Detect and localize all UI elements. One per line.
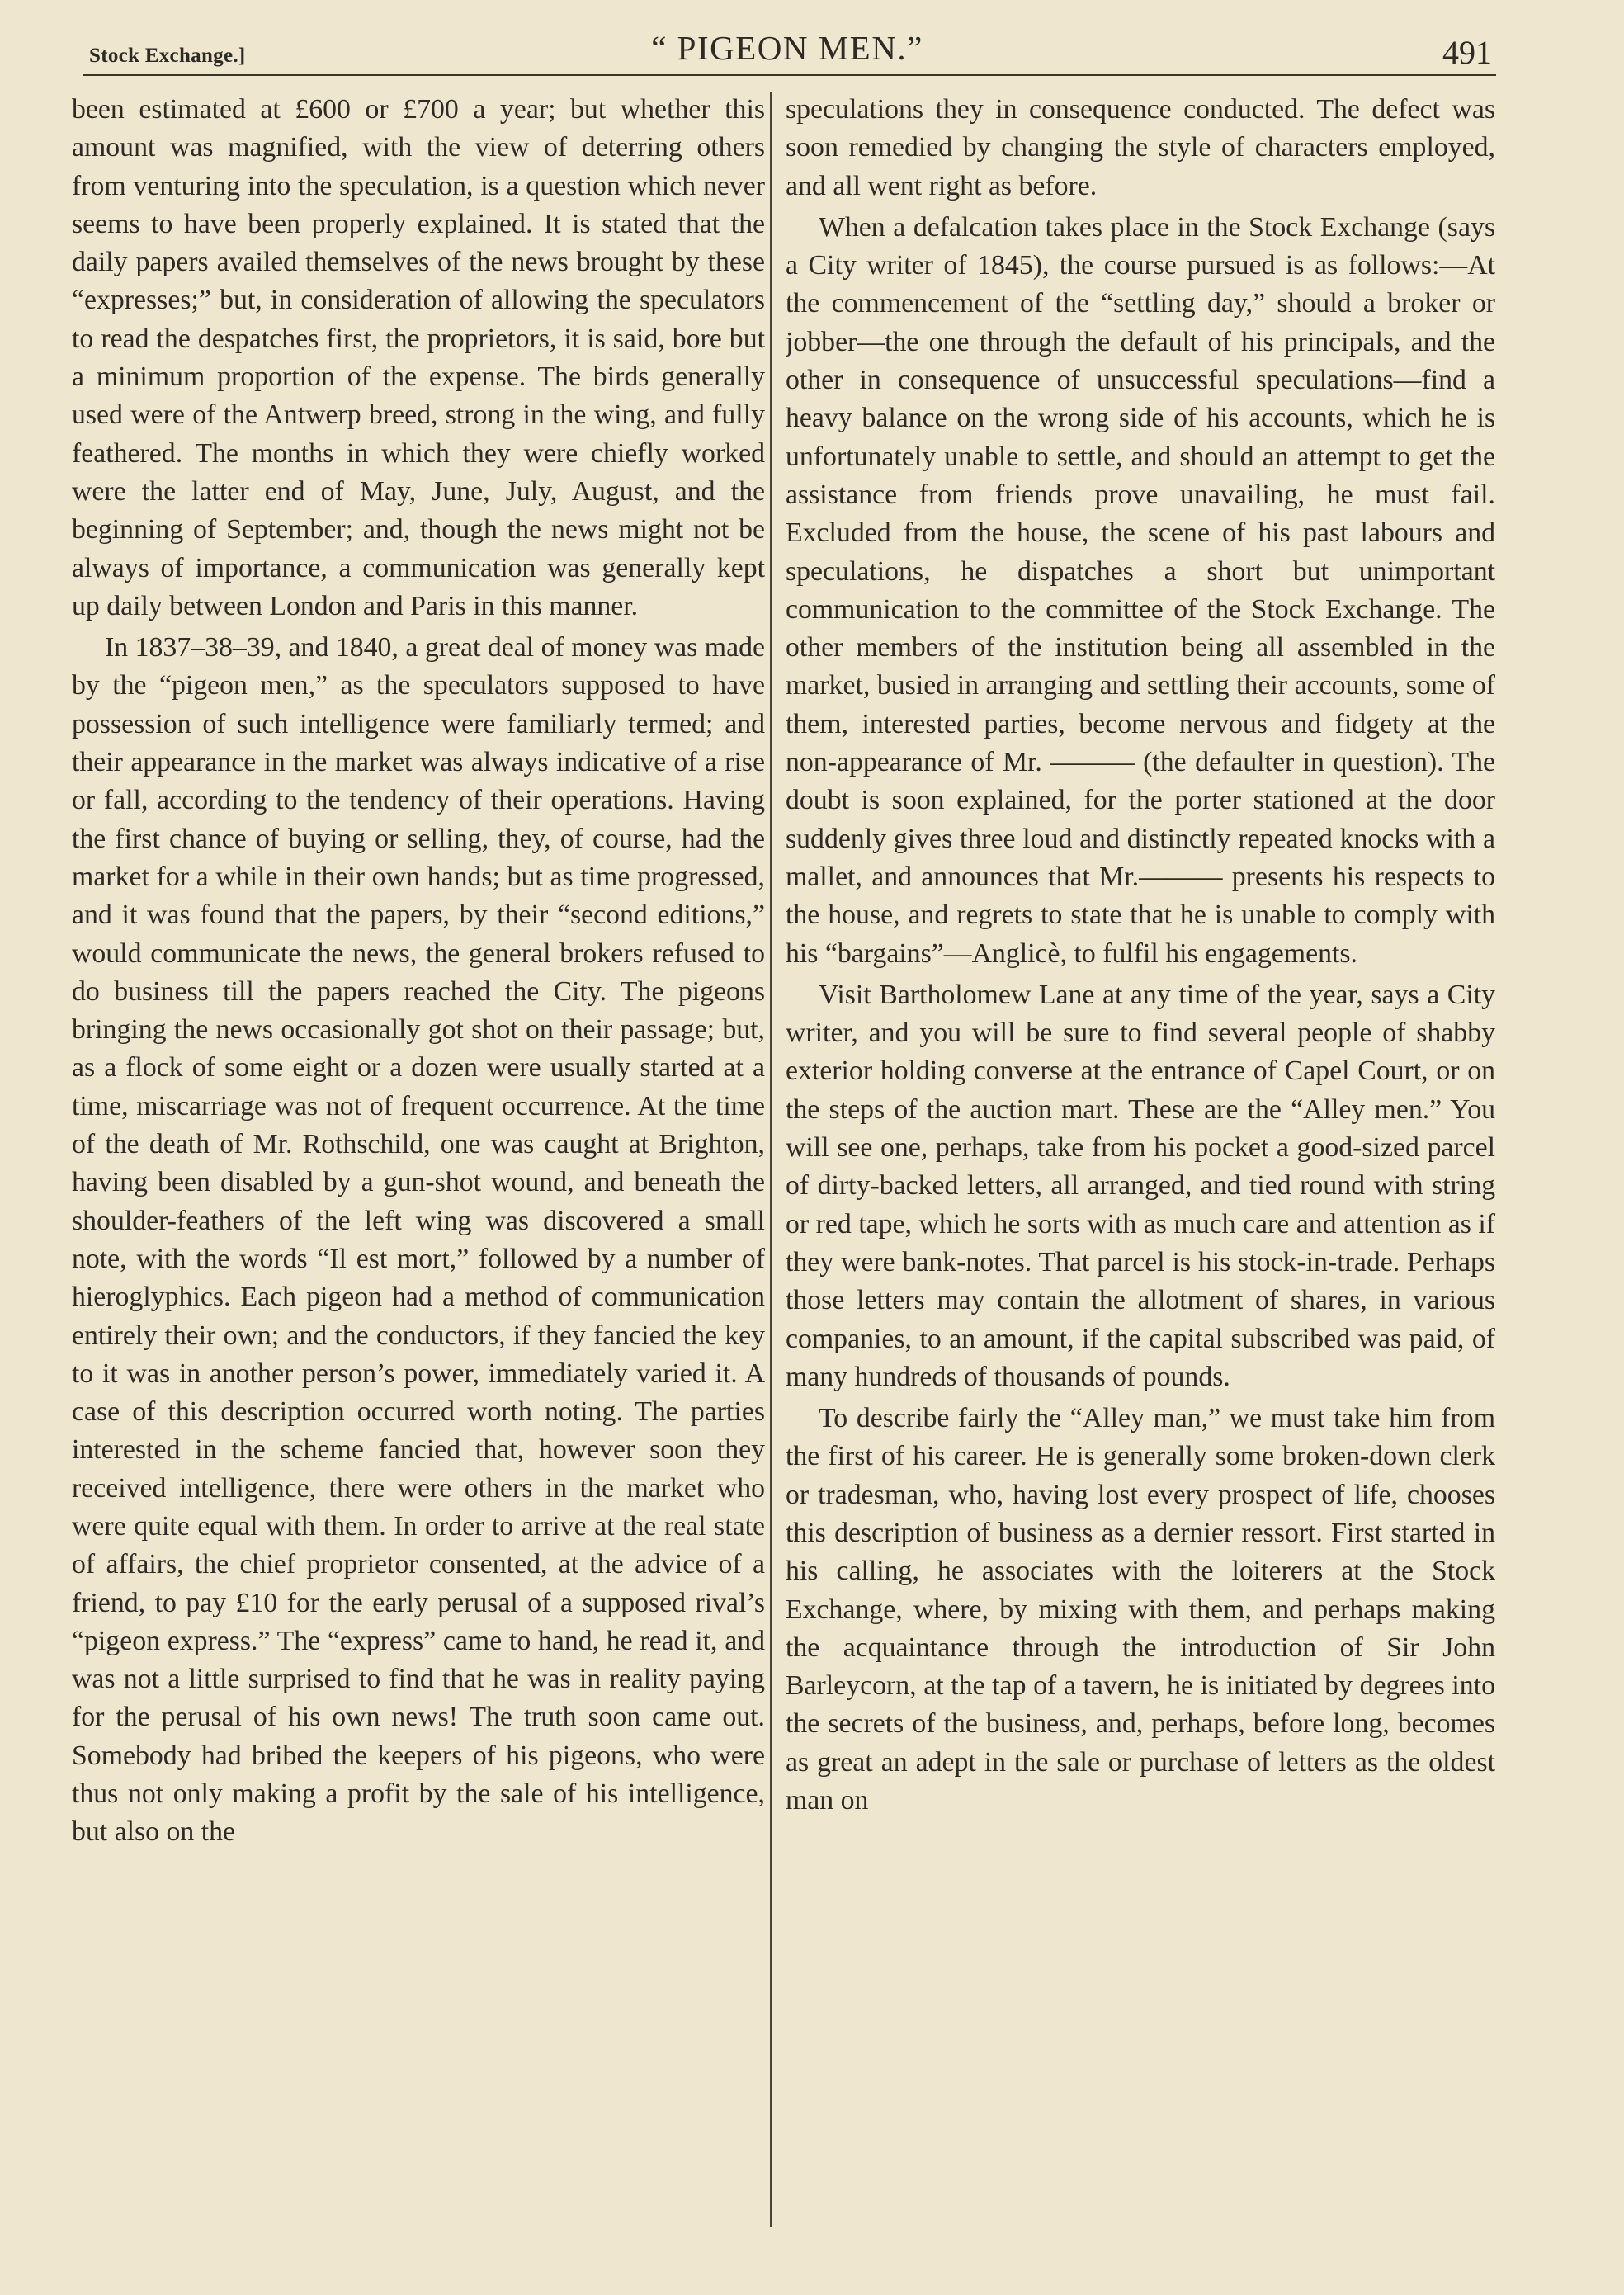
left-paragraph-2: In 1837–38–39, and 1840, a great deal of money was made by the “pigeon men,” as the speculators supposed to have possession of such intelligence were familiarly termed; and their appearance in the market was always indicative of a rise or fall, according to the tendency of their operations. Having the first chance of buying or selling, they, of course, had the market for a while in their own hands; but as time progressed, and it was found that the papers, by their “second editions,” would communicate the news, the general brokers refused to do business till the papers reached the City. The pigeons bringing the news occasionally got shot on their passage; but, as a flock of some eight or a dozen were usually started at a time, miscarriage was not of frequent occurrence. At the time of the death of Mr. Rothschild, one was caught at Brighton, having been disabled by a gun-shot wound, and beneath the shoulder-feathers of the left wing was discovered a small note, with the words “Il est mort,” followed by a number of hieroglyphics. Each pigeon had a method of communication entirely their own; and the conductors, if they fancied the key to it was in another person’s power, immediately varied it. A case of this description occurred worth noting. The parties interested in the scheme fancied that, however soon they received intelligence, there were others in the market who were quite equal with them. In order to arrive at the real state of affairs, the chief proprietor consented, at the advice of a friend, to pay £10 for the early perusal of a supposed rival’s “pigeon express.” The “express” came to hand, he read it, and was not a little surprised to find that he was in reality paying for the perusal of his own news! The truth soon came out. Somebody had bribed the keepers of his pigeons, who were thus not only making a profit by the sale of his intelligence, but also on the bbox=[72, 632, 765, 1848]
right-paragraph-1: speculations they in consequence conducted. The defect was soon remedied by changing the style of characters employed, and all went right as before. bbox=[786, 94, 1495, 201]
page-title: “ PIGEON MEN.” bbox=[651, 29, 923, 67]
header-rule bbox=[83, 74, 1496, 76]
left-column bbox=[72, 91, 765, 2236]
page-number: 491 bbox=[1442, 34, 1492, 71]
left-paragraph-1: been estimated at £600 or £700 a year; but whether this amount was magnified, with the view of deterring others from venturing into the speculation, is a question which never seems to have been properly explained. It is stated that the daily papers availed themselves of the news brought by these “expresses;” but, in consideration of allowing the speculators to read the despatches first, the proprietors, it is said, bore but a minimum proportion of the expense. The birds generally used were of the Antwerp breed, strong in the wing, and fully feathered. The months in which they were chiefly worked were the latter end of May, June, July, August, and the beginning of September; and, though the news might not be always of importance, a communication was generally kept up daily between London and Paris in this manner. bbox=[72, 94, 765, 621]
right-paragraph-4: To describe fairly the “Alley man,” we must take him from the first of his career. He is generally some broken-down clerk or tradesman, who, having lost every prospect of life, chooses this description of business as a dernier ressort. First started in his calling, he associates with the loiterers at the Stock Exchange, where, by mixing with them, and perhaps making the acquaintance through the introduction of Sir John Barleycorn, at the tap of a tavern, he is initiated by degrees into the secrets of the business, and, perhaps, before long, becomes as great an adept in the sale or purchase of letters as the oldest man on bbox=[786, 1403, 1495, 1816]
right-column bbox=[786, 91, 1495, 2236]
column-divider bbox=[770, 92, 772, 2227]
right-paragraph-2: When a defalcation takes place in the Stock Exchange (says a City writer of 1845), the course pursued is as follows:—At the commencement of the “settling day,” should a broker or jobber—the one through the default of his principals, and the other in consequence of unsuccessful speculations—find a heavy balance on the wrong side of his accounts, which he is unfortunately unable to settle, and should an attempt to get the assistance from friends prove unavailing, he must fail. Excluded from the house, the scene of his past labours and speculations, he dispatches a short but unimportant communication to the committee of the Stock Exchange. The other members of the institution being all assembled in the market, busied in arranging and settling their accounts, some of them, interested parties, become nervous and fidgety at the non-appearance of Mr. ——— (the defaulter in question). The doubt is soon explained, for the porter stationed at the door suddenly gives three loud and distinctly repeated knocks with a mallet, and announces that Mr.——— presents his respects to the house, and regrets to state that he is unable to comply with his “bargains”—Anglicè, to fulfil his engagements. bbox=[786, 211, 1495, 969]
right-paragraph-3: Visit Bartholomew Lane at any time of the year, says a City writer, and you will be sure to find several people of shabby exterior holding converse at the entrance of Capel Court, or on the steps of the auction mart. These are the “Alley men.” You will see one, perhaps, take from his pocket a good-sized parcel of dirty-backed letters, all arranged, and tied round with string or red tape, which he sorts with as much care and attention as if they were bank-notes. That parcel is his stock-in-trade. Perhaps those letters may contain the allotment of shares, in various companies, to an amount, if the capital subscribed was paid, of many hundreds of thousands of pounds. bbox=[786, 979, 1495, 1392]
running-head bbox=[83, 28, 1492, 78]
section-label: Stock Exchange.] bbox=[89, 45, 246, 67]
